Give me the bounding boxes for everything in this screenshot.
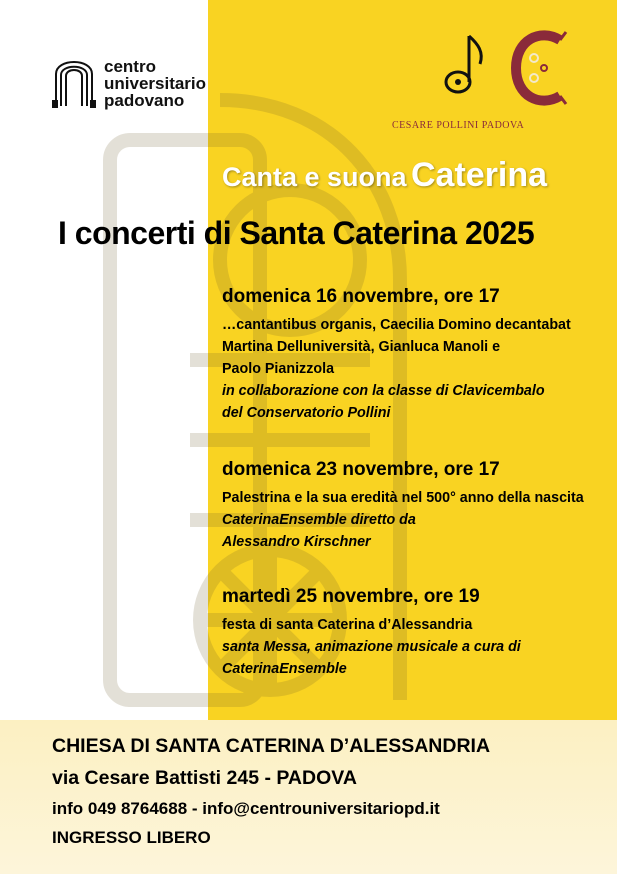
- event-line: festa di santa Caterina d’Alessandria: [222, 617, 473, 633]
- ornate-c-icon: [510, 28, 570, 108]
- event-line: …cantantibus organis, Caecilia Domino decantabat: [222, 317, 571, 333]
- free-entry: INGRESSO LIBERO: [52, 828, 211, 847]
- event-italic-line: CaterinaEnsemble: [222, 661, 347, 677]
- event-line: Paolo Pianizzola: [222, 361, 335, 377]
- venue-name: CHIESA DI SANTA CATERINA D’ALESSANDRIA: [52, 735, 491, 757]
- event-line: Palestrina e la sua eredità nel 500° anno della nascita: [222, 490, 584, 506]
- arch-logo-icon: [52, 52, 96, 108]
- event-italic-line: in collaborazione con la classe di Clavicembalo: [222, 383, 545, 399]
- partner-caption: CESARE POLLINI PADOVA: [392, 120, 525, 131]
- logo-line-1: centro: [104, 57, 156, 76]
- headline-part-1: Canta e suona: [222, 162, 407, 192]
- event-line: Martina Delluniversità, Gianluca Manoli e: [222, 339, 501, 355]
- centro-logo-text: [104, 58, 206, 109]
- contact-info: info 049 8764688 - info@centrouniversitariopd.it: [52, 799, 440, 818]
- event-3: [222, 586, 612, 680]
- event-date: martedì 25 novembre, ore 19: [222, 586, 480, 607]
- headline-part-2: Caterina: [411, 156, 548, 194]
- event-italic-line: del Conservatorio Pollini: [222, 405, 391, 421]
- logo-line-2: universitario: [104, 74, 207, 93]
- event-date: domenica 16 novembre, ore 17: [222, 286, 500, 307]
- eighth-note-icon: [438, 30, 490, 100]
- event-1: [222, 286, 612, 424]
- event-2: [222, 459, 612, 553]
- event-date: domenica 23 novembre, ore 17: [222, 459, 500, 480]
- event-italic-line: santa Messa, animazione musicale a cura di: [222, 639, 521, 655]
- logo-line-3: padovano: [104, 91, 185, 110]
- headline: [222, 156, 547, 195]
- event-italic-line: Alessandro Kirschner: [222, 534, 371, 550]
- venue-address: via Cesare Battisti 245 - PADOVA: [52, 767, 357, 789]
- page-title: I concerti di Santa Caterina 2025: [58, 215, 535, 251]
- event-italic-line: CaterinaEnsemble diretto da: [222, 512, 416, 528]
